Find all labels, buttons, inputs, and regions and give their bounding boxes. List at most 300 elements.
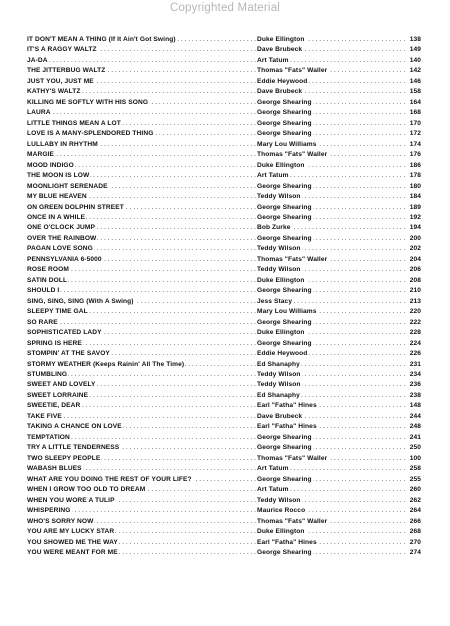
entry-artist-column <box>257 244 407 254</box>
entry-artist: George Shearing <box>257 213 312 221</box>
entry-title-column <box>27 119 257 129</box>
entry-title: SWEET AND LOVELY <box>27 381 96 389</box>
entry-title-column <box>27 192 257 202</box>
entry-title-column <box>27 307 257 317</box>
contents-entry <box>27 380 421 390</box>
entry-artist: Art Tatum <box>257 56 289 64</box>
entry-title-column <box>27 464 257 474</box>
entry-title: WHEN YOU WORE A TULIP <box>27 496 115 504</box>
entry-artist-column <box>257 485 407 495</box>
entry-title: THE MOON IS LOW <box>27 172 90 180</box>
entry-title: ON GREEN DOLPHIN STREET <box>27 203 124 211</box>
entry-page-number: 164 <box>409 98 421 106</box>
entry-artist: Ed Shanaphy <box>257 391 300 399</box>
entry-artist-column <box>257 35 407 45</box>
entry-title-column <box>27 496 257 506</box>
entry-title: JUST YOU, JUST ME <box>27 77 94 85</box>
entry-artist-column <box>257 401 407 411</box>
entry-title-column <box>27 161 257 171</box>
entry-artist-column <box>257 475 407 485</box>
entry-page-number: 170 <box>409 119 421 127</box>
entry-title-column <box>27 87 257 97</box>
entry-page-number: 142 <box>409 67 421 75</box>
entry-artist: George Shearing <box>257 287 312 295</box>
entry-artist: George Shearing <box>257 318 312 326</box>
entry-page-number: 226 <box>409 350 421 358</box>
entry-artist-column <box>257 527 407 537</box>
entry-title-column <box>27 370 257 380</box>
entry-title: TEMPTATION <box>27 433 70 441</box>
entry-artist-column <box>257 538 407 548</box>
entry-artist-column <box>257 454 407 464</box>
contents-entry <box>27 391 421 401</box>
entry-page-number: 208 <box>409 276 421 284</box>
entry-artist: Duke Ellington <box>257 276 305 284</box>
entry-artist-column <box>257 119 407 129</box>
entry-title-column <box>27 517 257 527</box>
contents-entry <box>27 98 421 108</box>
contents-entry <box>27 66 421 76</box>
entry-page-number: 189 <box>409 203 421 211</box>
entry-page-number: 192 <box>409 213 421 221</box>
entry-title: SPRING IS HERE <box>27 339 82 347</box>
entry-title: SING, SING, SING (With A Swing) <box>27 297 134 305</box>
contents-entry <box>27 307 421 317</box>
entry-page-number: 204 <box>409 255 421 263</box>
entry-artist-column <box>257 318 407 328</box>
entry-artist: Thomas "Fats" Waller <box>257 67 328 75</box>
entry-artist: Mary Lou Williams <box>257 308 317 316</box>
entry-artist-column <box>257 496 407 506</box>
entry-artist: Art Tatum <box>257 486 289 494</box>
entry-artist-column <box>257 276 407 286</box>
entry-title: TAKING A CHANCE ON LOVE <box>27 423 122 431</box>
contents-entry <box>27 454 421 464</box>
entry-title: LULLABY IN RHYTHM <box>27 140 98 148</box>
entry-page-number: 168 <box>409 109 421 117</box>
contents-entry <box>27 255 421 265</box>
entry-artist: George Shearing <box>257 339 312 347</box>
entry-artist-column <box>257 129 407 139</box>
entry-title-column <box>27 223 257 233</box>
entry-title: WHISPERING <box>27 507 71 515</box>
entry-title-column <box>27 203 257 213</box>
entry-artist: Dave Brubeck <box>257 88 303 96</box>
entry-artist: Bob Zurke <box>257 224 291 232</box>
entry-title: IT DON'T MEAN A THING (If It Ain't Got Swing) <box>27 36 176 43</box>
entry-page-number: 206 <box>409 266 421 274</box>
entry-artist-column <box>257 349 407 359</box>
entry-title: YOU ARE MY LUCKY STAR <box>27 528 115 536</box>
contents-entry <box>27 161 421 171</box>
entry-artist: Duke Ellington <box>257 161 305 169</box>
contents-entry <box>27 527 421 537</box>
entry-title: ONE O'CLOCK JUMP <box>27 224 96 232</box>
entry-title: WHAT ARE YOU DOING THE REST OF YOUR LIFE? <box>27 475 192 483</box>
contents-entry <box>27 276 421 286</box>
entry-title-column <box>27 548 257 558</box>
entry-title-column <box>27 527 257 537</box>
entry-artist-column <box>257 234 407 244</box>
entry-title-column <box>27 77 257 87</box>
entry-artist-column <box>257 140 407 150</box>
contents-entry <box>27 140 421 150</box>
entry-title: PENNSYLVANIA 6-5000 <box>27 255 102 263</box>
entry-title-column <box>27 66 257 76</box>
contents-entry <box>27 265 421 275</box>
entry-artist-column <box>257 464 407 474</box>
contents-entry <box>27 119 421 129</box>
entry-title: MOOD INDIGO <box>27 161 74 169</box>
contents-entry <box>27 464 421 474</box>
entry-title-column <box>27 286 257 296</box>
entry-title-column <box>27 98 257 108</box>
contents-entry <box>27 401 421 411</box>
entry-title-column <box>27 391 257 401</box>
entry-artist: Thomas "Fats" Waller <box>257 517 328 525</box>
entry-title: WHEN I GROW TOO OLD TO DREAM <box>27 486 146 494</box>
entry-artist: George Shearing <box>257 475 312 483</box>
entry-artist: George Shearing <box>257 203 312 211</box>
entry-title-column <box>27 35 257 45</box>
entry-artist-column <box>257 98 407 108</box>
entry-title: LAURA <box>27 109 51 117</box>
entry-title-column <box>27 349 257 359</box>
entry-page-number: 100 <box>409 454 421 462</box>
entry-title-column <box>27 56 257 66</box>
contents-entry <box>27 286 421 296</box>
entry-artist-column <box>257 548 407 558</box>
entry-title-column <box>27 213 257 223</box>
contents-entry <box>27 485 421 495</box>
contents-entry <box>27 244 421 254</box>
entry-artist-column <box>257 380 407 390</box>
entry-artist-column <box>257 87 407 97</box>
entry-artist-column <box>257 506 407 516</box>
entry-title: WHO'S SORRY NOW <box>27 517 94 525</box>
entry-title: KATHY'S WALTZ <box>27 88 81 96</box>
entry-title-column <box>27 182 257 192</box>
contents-entry <box>27 360 421 370</box>
entry-title-column <box>27 412 257 422</box>
entry-title-column <box>27 265 257 275</box>
entry-page-number: 138 <box>409 36 421 43</box>
entry-title: ROSE ROOM <box>27 266 69 274</box>
entry-artist: Jess Stacy <box>257 297 293 305</box>
entry-artist: Dave Brubeck <box>257 46 303 54</box>
entry-artist-column <box>257 412 407 422</box>
entry-artist-column <box>257 443 407 453</box>
entry-title: JA-DA <box>27 56 48 64</box>
entry-page-number: 140 <box>409 56 421 64</box>
entry-page-number: 270 <box>409 538 421 546</box>
entry-title-column <box>27 339 257 349</box>
entry-page-number: 236 <box>409 381 421 389</box>
entry-artist-column <box>257 360 407 370</box>
entry-artist: Eddie Heywood <box>257 350 308 358</box>
entry-page-number: 178 <box>409 172 421 180</box>
entry-title-column <box>27 129 257 139</box>
entry-title-column <box>27 318 257 328</box>
entry-title-column <box>27 401 257 411</box>
entry-page-number: 172 <box>409 130 421 138</box>
entry-artist-column <box>257 56 407 66</box>
entry-artist-column <box>257 182 407 192</box>
entry-title: YOU WERE MEANT FOR ME <box>27 548 118 556</box>
contents-entry <box>27 412 421 422</box>
entry-artist: Thomas "Fats" Waller <box>257 151 328 159</box>
entry-artist: Teddy Wilson <box>257 266 301 274</box>
entry-page-number: 234 <box>409 371 421 378</box>
entry-page-number: 176 <box>409 151 421 159</box>
entry-title: SLEEPY TIME GAL <box>27 308 88 316</box>
entry-artist: Duke Ellington <box>257 329 305 337</box>
entry-title-column <box>27 297 257 307</box>
entry-artist: George Shearing <box>257 182 312 190</box>
contents-entry <box>27 171 421 181</box>
entry-title-column <box>27 171 257 181</box>
entry-page-number: 238 <box>409 391 421 399</box>
contents-entry <box>27 475 421 485</box>
entry-title: MOONLIGHT SERENADE <box>27 182 108 190</box>
contents-entry <box>27 339 421 349</box>
contents-entry <box>27 213 421 223</box>
contents-entry <box>27 443 421 453</box>
entry-title-column <box>27 485 257 495</box>
entry-artist: Thomas "Fats" Waller <box>257 255 328 263</box>
entry-artist: George Shearing <box>257 444 312 452</box>
entry-artist: Art Tatum <box>257 172 289 180</box>
entry-title: LOVE IS A MANY-SPLENDORED THING <box>27 130 154 138</box>
entry-page-number: 260 <box>409 486 421 494</box>
contents-entry <box>27 328 421 338</box>
entry-artist-column <box>257 192 407 202</box>
entry-artist-column <box>257 45 407 55</box>
entry-page-number: 244 <box>409 412 421 420</box>
entry-page-number: 180 <box>409 182 421 190</box>
entry-title: OVER THE RAINBOW <box>27 234 97 242</box>
entry-artist: Teddy Wilson <box>257 496 301 504</box>
entry-title: STORMY WEATHER (Keeps Rainin' All The Time) <box>27 360 185 368</box>
entry-title: THE JITTERBUG WALTZ <box>27 67 106 75</box>
entry-page-number: 149 <box>409 46 421 54</box>
entry-artist: Mary Lou Williams <box>257 140 317 148</box>
entry-artist: Dave Brubeck <box>257 412 303 420</box>
entry-page-number: 255 <box>409 475 421 483</box>
entry-page-number: 220 <box>409 308 421 316</box>
entry-title: SWEETIE, DEAR <box>27 402 81 410</box>
entry-artist-column <box>257 203 407 213</box>
entry-title-column <box>27 45 257 55</box>
contents-entry <box>27 108 421 118</box>
entry-artist-column <box>257 297 407 307</box>
entry-artist: Teddy Wilson <box>257 371 301 378</box>
entry-title-column <box>27 433 257 443</box>
entry-page-number: 174 <box>409 140 421 148</box>
contents-entry <box>27 234 421 244</box>
entry-page-number: 248 <box>409 423 421 431</box>
entry-artist: George Shearing <box>257 130 312 138</box>
entry-artist: George Shearing <box>257 98 312 106</box>
contents-entry <box>27 548 421 558</box>
entry-artist-column <box>257 171 407 181</box>
entry-page-number: 213 <box>409 297 421 305</box>
entry-artist-column <box>257 328 407 338</box>
entry-page-number: 258 <box>409 465 421 473</box>
entry-artist: Teddy Wilson <box>257 193 301 201</box>
contents-entry <box>27 203 421 213</box>
entry-artist: George Shearing <box>257 109 312 117</box>
entry-artist-column <box>257 307 407 317</box>
entry-title: WABASH BLUES <box>27 465 82 473</box>
entry-artist: George Shearing <box>257 119 312 127</box>
entry-page-number: 202 <box>409 245 421 253</box>
entry-artist: Art Tatum <box>257 465 289 473</box>
contents-entry <box>27 297 421 307</box>
entry-artist-column <box>257 517 407 527</box>
entry-artist: Thomas "Fats" Waller <box>257 454 328 462</box>
entry-title: SO RARE <box>27 318 58 326</box>
entry-title: TWO SLEEPY PEOPLE <box>27 454 101 462</box>
entry-page-number: 268 <box>409 528 421 536</box>
entry-title: TAKE FIVE <box>27 412 62 420</box>
entry-page-number: 266 <box>409 517 421 525</box>
copyright-watermark: Copyrighted Material <box>169 2 281 14</box>
entry-page-number: 210 <box>409 287 421 295</box>
entry-page-number: 200 <box>409 234 421 242</box>
entry-title-column <box>27 422 257 432</box>
contents-entry <box>27 349 421 359</box>
entry-page-number: 186 <box>409 161 421 169</box>
entry-artist-column <box>257 391 407 401</box>
entry-title-column <box>27 475 257 485</box>
entry-artist: Teddy Wilson <box>257 381 301 389</box>
entry-artist: George Shearing <box>257 234 312 242</box>
contents-entry <box>27 433 421 443</box>
entry-title-column <box>27 360 257 370</box>
contents-entry <box>27 77 421 87</box>
entry-artist-column <box>257 66 407 76</box>
entry-title: MY BLUE HEAVEN <box>27 193 87 201</box>
entry-artist-column <box>257 265 407 275</box>
entry-artist-column <box>257 370 407 380</box>
contents-entry <box>27 496 421 506</box>
entry-title: SATIN DOLL <box>27 276 68 284</box>
entry-page-number: 194 <box>409 224 421 232</box>
entry-title-column <box>27 454 257 464</box>
entry-page-number: 184 <box>409 193 421 201</box>
contents-entry <box>27 35 421 45</box>
entry-artist: Maurice Rocco <box>257 507 306 515</box>
contents-entry <box>27 45 421 55</box>
contents-entry <box>27 192 421 202</box>
entry-title-column <box>27 328 257 338</box>
entry-artist-column <box>257 339 407 349</box>
entry-title: YOU SHOWED ME THE WAY <box>27 538 118 546</box>
entry-artist: Earl "Fatha" Hines <box>257 423 317 431</box>
entry-artist: Earl "Fatha" Hines <box>257 402 317 410</box>
entry-page-number: 224 <box>409 339 421 347</box>
entry-title: STUMBLING <box>27 371 68 378</box>
entry-artist-column <box>257 433 407 443</box>
entry-title-column <box>27 244 257 254</box>
entry-title-column <box>27 234 257 244</box>
entry-title: KILLING ME SOFTLY WITH HIS SONG <box>27 98 149 106</box>
entry-title-column <box>27 443 257 453</box>
entry-title: TRY A LITTLE TENDERNESS <box>27 444 120 452</box>
entry-title-column <box>27 506 257 516</box>
entry-artist: Ed Shanaphy <box>257 360 300 368</box>
entry-title-column <box>27 380 257 390</box>
entry-title-column <box>27 276 257 286</box>
entry-title: IT'S A RAGGY WALTZ <box>27 46 97 54</box>
entry-title-column <box>27 538 257 548</box>
entry-page-number: 231 <box>409 360 421 368</box>
entry-artist: Teddy Wilson <box>257 245 301 253</box>
entry-title: PAGAN LOVE SONG <box>27 245 93 253</box>
entry-title: ONCE IN A WHILE <box>27 213 86 221</box>
entry-page-number: 146 <box>409 77 421 85</box>
entry-artist: Duke Ellington <box>257 36 305 43</box>
entry-artist-column <box>257 161 407 171</box>
entry-artist-column <box>257 77 407 87</box>
contents-entry <box>27 318 421 328</box>
contents-entry <box>27 56 421 66</box>
contents-entry <box>27 182 421 192</box>
entry-title: SHOULD I <box>27 287 60 295</box>
entry-title: SOPHISTICATED LADY <box>27 329 102 337</box>
entry-artist-column <box>257 422 407 432</box>
entry-title: LITTLE THINGS MEAN A LOT <box>27 119 121 127</box>
entry-page-number: 222 <box>409 318 421 326</box>
entry-page-number: 148 <box>409 402 421 410</box>
entry-title-column <box>27 108 257 118</box>
contents-entry <box>27 538 421 548</box>
entry-artist-column <box>257 213 407 223</box>
entry-artist-column <box>257 286 407 296</box>
entry-title-column <box>27 255 257 265</box>
entry-page-number: 274 <box>409 548 421 556</box>
entry-artist: Earl "Fatha" Hines <box>257 538 317 546</box>
entry-page-number: 264 <box>409 507 421 515</box>
entry-page-number: 250 <box>409 444 421 452</box>
entry-artist: Eddie Heywood <box>257 77 308 85</box>
contents-list <box>27 35 421 558</box>
entry-artist-column <box>257 223 407 233</box>
entry-title-column <box>27 140 257 150</box>
contents-entry <box>27 87 421 97</box>
contents-entry <box>27 517 421 527</box>
entry-page-number: 241 <box>409 433 421 441</box>
contents-entry <box>27 370 421 380</box>
entry-page-number: 262 <box>409 496 421 504</box>
entry-title: MARGIE <box>27 151 54 159</box>
contents-entry <box>27 223 421 233</box>
contents-entry <box>27 506 421 516</box>
entry-artist: George Shearing <box>257 548 312 556</box>
entry-title: STOMPIN' AT THE SAVOY <box>27 350 110 358</box>
entry-artist: Duke Ellington <box>257 528 305 536</box>
entry-title-column <box>27 150 257 160</box>
contents-entry <box>27 129 421 139</box>
contents-entry <box>27 422 421 432</box>
entry-artist: George Shearing <box>257 433 312 441</box>
entry-title: SWEET LORRAINE <box>27 391 89 399</box>
entry-page-number: 228 <box>409 329 421 337</box>
entry-artist-column <box>257 150 407 160</box>
entry-artist-column <box>257 108 407 118</box>
contents-entry <box>27 150 421 160</box>
